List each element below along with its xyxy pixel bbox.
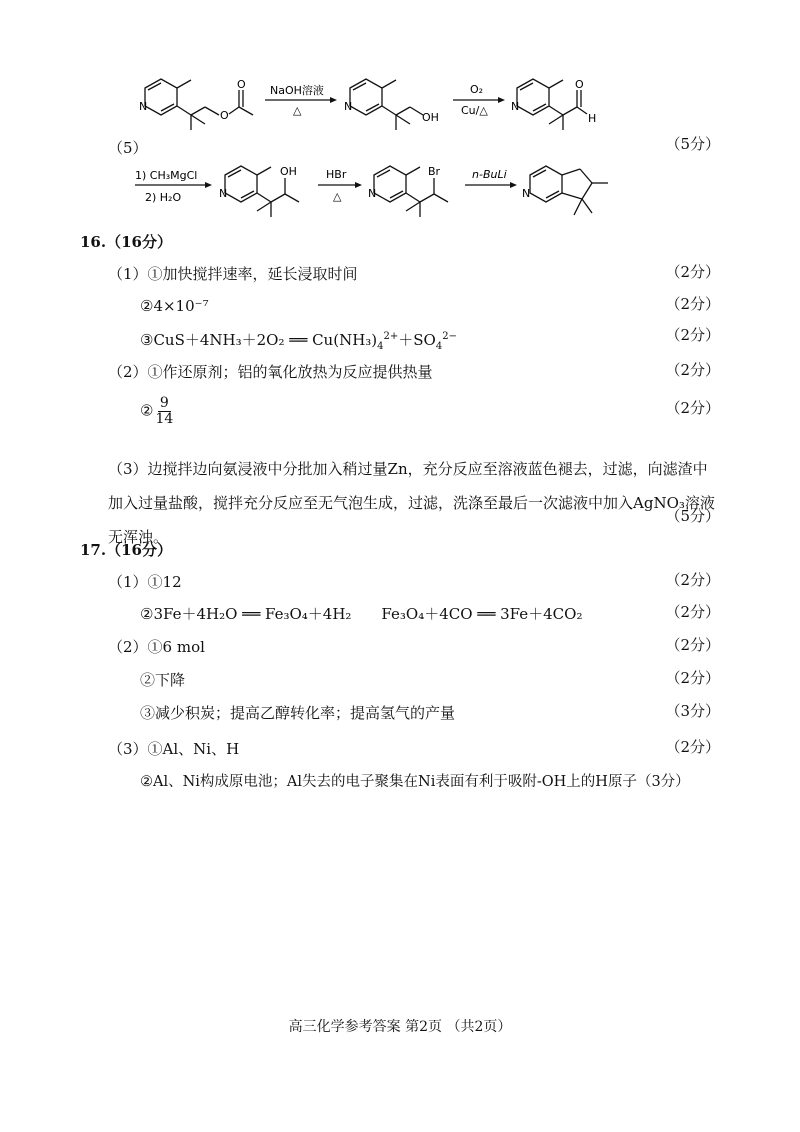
arrow-3-workup: 2) H₂O	[145, 191, 182, 204]
q17-item-4-score: （2分）	[665, 669, 720, 687]
q17-item-3: （2）①6 mol	[108, 638, 205, 656]
q17-item-6-score: （2分）	[665, 738, 720, 756]
atom-o-aldehyde: O	[575, 78, 584, 91]
atom-o-ester: O	[220, 109, 229, 122]
arrow-2-reagent: O₂	[470, 83, 484, 96]
fraction-numerator: 9	[159, 395, 169, 411]
q17-item-1: （1）①12	[108, 573, 182, 591]
q16-item-1-score: （2分）	[665, 263, 720, 281]
q16-item-4: （2）①作还原剂；铝的氧化放热为反应提供热量	[108, 363, 433, 381]
q17-item-1-score: （2分）	[665, 571, 720, 589]
q16-item-3-sub2: 4	[435, 341, 443, 352]
fraction-denominator: 14	[155, 411, 174, 427]
atom-n-2: N	[344, 100, 353, 113]
arrow-5-head	[510, 182, 517, 188]
arrow-2-condition: Cu/△	[461, 104, 488, 117]
q17-item-5: ③减少积炭；提高乙醇转化率；提高氢气的产量	[140, 704, 456, 722]
arrow-2-head	[498, 97, 505, 103]
atom-n-6: N	[522, 187, 531, 200]
scheme-row-1-svg	[125, 60, 685, 140]
q16-item-3-eq-right: ＋SO	[398, 331, 436, 349]
q16-item-3-eq-left: ③CuS＋4NH₃＋2O₂ ══ Cu(NH₃)	[140, 331, 378, 349]
q17-item-7: ②Al、Ni构成原电池；Al失去的电子聚集在Ni表面有利于吸附-OH上的H原子（3分）	[140, 774, 690, 790]
q16-item-2-score: （2分）	[665, 295, 720, 313]
q16-item-5-circle: ②	[140, 401, 154, 420]
atom-n-1: N	[139, 100, 148, 113]
reaction-scheme-row-1	[125, 60, 685, 140]
q16-item-4-score: （2分）	[665, 361, 720, 379]
q16-item-3-sup: 2+	[383, 331, 399, 342]
q16-item-3-sup2: 2−	[442, 331, 457, 342]
q17-item-5-score: （3分）	[665, 702, 720, 720]
scheme-row-2-svg	[130, 145, 690, 225]
arrow-5-reagent: n-BuLi	[472, 168, 507, 181]
q17-item-6: （3）①Al、Ni、H	[108, 740, 240, 758]
atom-h: H	[588, 112, 597, 125]
atom-oh-2: OH	[280, 165, 297, 178]
q16-item-2: ②4×10⁻⁷	[140, 297, 209, 315]
molecule-fused-bicyclic	[530, 166, 608, 215]
q17-item-3-score: （2分）	[665, 636, 720, 654]
reaction-scheme-row-2	[130, 145, 690, 225]
atom-n-5: N	[368, 187, 377, 200]
arrow-1-reagent: NaOH溶液	[270, 84, 324, 97]
q16-item-5-fraction	[153, 396, 175, 427]
arrow-3-reagent: 1) CH₃MgCl	[135, 169, 198, 182]
q16-item-6-score: （5分）	[665, 507, 720, 525]
atom-n-3: N	[511, 100, 520, 113]
arrow-1-head	[330, 97, 337, 103]
arrow-4-reagent: HBr	[326, 168, 347, 181]
atom-n-4: N	[219, 187, 228, 200]
q16-item-5	[140, 396, 175, 427]
q17-item-2: ②3Fe＋4H₂O ══ Fe₃O₄＋4H₂ Fe₃O₄＋4CO ══ 3Fe＋4CO₂	[140, 605, 583, 623]
part-5-score: （5分）	[665, 135, 720, 153]
q16-item-5-score: （2分）	[665, 399, 720, 417]
arrow-3-head	[205, 182, 212, 188]
arrow-4-condition: △	[333, 190, 342, 203]
atom-br: Br	[428, 165, 441, 178]
atom-oh: OH	[422, 111, 439, 124]
q17-title: 17.（16分）	[80, 541, 172, 559]
q16-item-3-sub: 4	[377, 341, 384, 352]
q16-item-1: （1）①加快搅拌速率，延长浸取时间	[108, 265, 358, 283]
molecule-alcohol	[350, 79, 423, 130]
atom-o-carbonyl: O	[237, 78, 246, 91]
q16-title: 16.（16分）	[80, 233, 172, 251]
page-footer: 高三化学参考答案 第2页 （共2页）	[288, 1019, 512, 1035]
part-5-label: （5）	[108, 139, 148, 157]
q16-item-3-score: （2分）	[665, 326, 720, 344]
arrow-4-head	[355, 182, 362, 188]
q17-item-2-score: （2分）	[665, 603, 720, 621]
q16-item-6: （3）边搅拌边向氨浸液中分批加入稍过量Zn，充分反应至溶液蓝色褪去，过滤，向滤渣中加入过量盐酸，搅拌充分反应至无气泡生成，过滤，洗涤至最后一次滤液中加入AgNO₃溶液无浑浊。	[108, 460, 715, 546]
q16-item-3	[140, 327, 457, 357]
q17-item-4: ②下降	[140, 671, 186, 689]
arrow-1-condition: △	[293, 104, 302, 117]
